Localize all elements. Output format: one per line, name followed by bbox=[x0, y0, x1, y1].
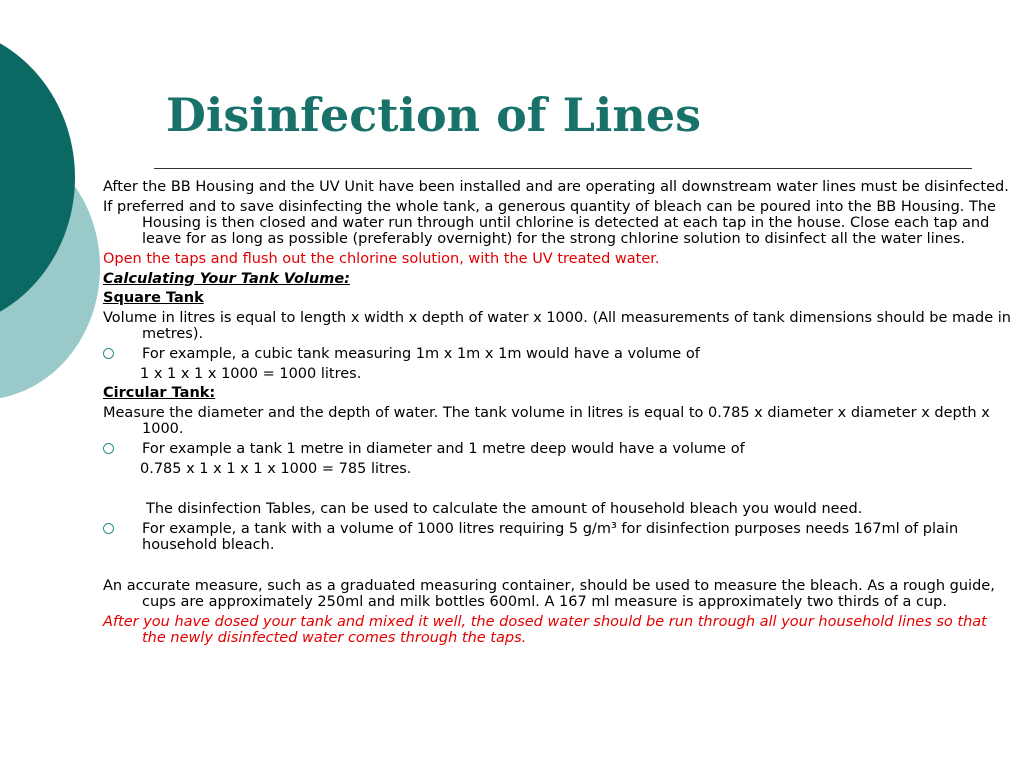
slide-title: Disinfection of Lines bbox=[166, 88, 702, 142]
spacer bbox=[103, 557, 1015, 578]
square-tank-example bbox=[103, 346, 1015, 362]
light-teal-circle bbox=[0, 135, 100, 400]
square-tank-heading: Square Tank bbox=[103, 290, 204, 307]
spacer bbox=[103, 480, 1015, 501]
square-tank-calculation: 1 x 1 x 1 x 1000 = 1000 litres. bbox=[140, 365, 362, 382]
bullet-text: For example, a tank with a volume of 1000 litres requiring 5 g/m³ for disinfection purposes needs 167ml of plain household bleach. bbox=[142, 520, 959, 554]
measuring-guide-paragraph: An accurate measure, such as a graduated measuring container, should be used to measure the bleach. As a rough guide, cups are approximately 250ml and milk bottles 600ml. A 167 ml measure is approximately two thirds of a cup. bbox=[103, 577, 995, 611]
slide-body bbox=[103, 179, 1015, 650]
dark-teal-circle bbox=[0, 25, 75, 330]
intro-paragraph: After the BB Housing and the UV Unit have been installed and are operating all downstream water lines must be disinfected. bbox=[103, 179, 1009, 195]
hollow-circle-bullet-icon bbox=[103, 443, 114, 454]
disinfection-tables-note: The disinfection Tables, can be used to calculate the amount of household bleach you would need. bbox=[146, 501, 863, 518]
bullet-text: For example a tank 1 metre in diameter and 1 metre deep would have a volume of bbox=[142, 440, 745, 457]
square-tank-formula: Volume in litres is equal to length x width x depth of water x 1000. (All measurements of tank dimensions should be made in metres). bbox=[103, 309, 1011, 343]
hollow-circle-bullet-icon bbox=[103, 523, 114, 534]
hollow-circle-bullet-icon bbox=[103, 348, 114, 359]
flush-instruction: Open the taps and flush out the chlorine solution, with the UV treated water. bbox=[103, 250, 660, 267]
title-divider bbox=[154, 168, 972, 169]
final-instruction: After you have dosed your tank and mixed it well, the dosed water should be run through all your household lines so that the newly disinfected water comes through the taps. bbox=[103, 613, 987, 646]
bleach-housing-paragraph: If preferred and to save disinfecting the whole tank, a generous quantity of bleach can be poured into the BB Housing. The Housing is then closed and water run through until chlorine is detected at each tap in the house. Close each tap and leave for as long as possible (preferably overnight) for the strong chlorine solution to disinfect all the water lines. bbox=[103, 198, 996, 248]
bullet-text: For example, a cubic tank measuring 1m x 1m x 1m would have a volume of bbox=[142, 345, 700, 362]
circular-tank-calculation: 0.785 x 1 x 1 x 1 x 1000 = 785 litres. bbox=[140, 460, 412, 477]
calculating-heading: Calculating Your Tank Volume: bbox=[103, 270, 350, 287]
circular-tank-formula: Measure the diameter and the depth of water. The tank volume in litres is equal to 0.785 x diameter x diameter x depth x 1000. bbox=[103, 404, 990, 438]
circular-tank-example bbox=[103, 441, 1015, 457]
bleach-example bbox=[103, 521, 1015, 553]
circular-tank-heading: Circular Tank: bbox=[103, 385, 216, 402]
